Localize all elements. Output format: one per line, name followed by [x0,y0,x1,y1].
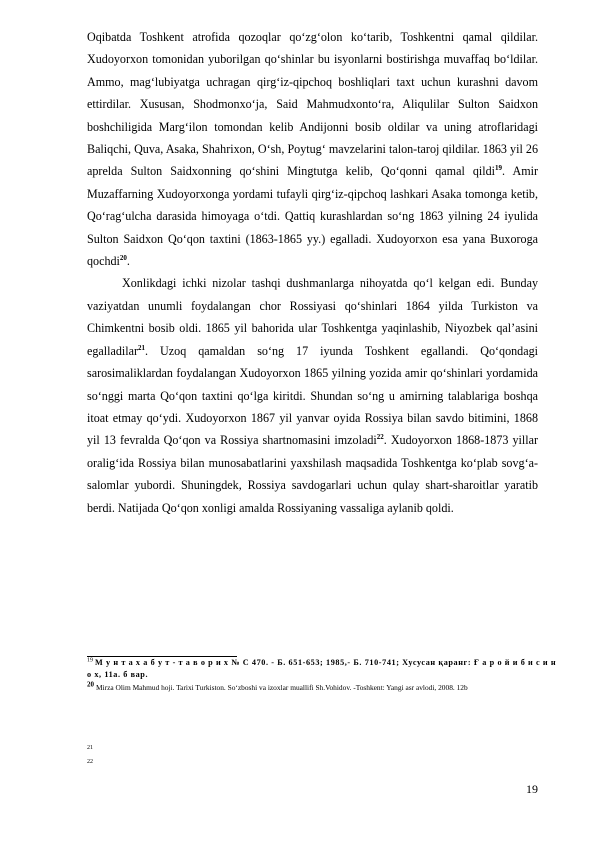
footnote-19-mark: 19 [87,657,93,664]
paragraph-2-text-c: . Xudoyorxon 1868-1873 yillar oralig‘ida Rossiya bilan munosabatlarini yaxshilash maqsadida Toshkentga ko‘plab sovg‘a-salomlar yubordi. Shuningdek, Rossiya savdogarlari uchun qulay shart-sharoitlar yaratib berdi. Natijada Qo‘qon xonligi amalda Rossiyaning vassaliga aylanib qoldi. [87,433,539,515]
paragraph-2-text-b: . Uzoq qamaldan so‘ng 17 iyunda Toshkent egallandi. Qo‘qondagi sarosimaliklardan foydalangan Xudoyorxon 1865 yilning yozida amir qo‘shinlari yordamida so‘nggi marta Qo‘qon taxtini qo‘lga kiritdi. Shundan so‘ng u amirning talablariga boshqa itoat etmay qo‘ydi. Xudoyorxon 1867 yil yanvar oyida Rossiya bilan savdo bitimini, 1868 yil 13 fevralda Qo‘qon va Rossiya shartnomasini imzoladi [87,343,538,448]
paragraph-2-text: Xonlikdagi ichki nizolar tashqi dushmanlarga nihoyatda qo‘l kelgan edi. Bunday vaziyatdan unumli foydalangan chor Rossiyasi qo‘shinlari 1864 yilda Turkiston va Chimkentni bosib oldi. 1865 yil bahorida ular Toshkentga yaqinlashib, Niyozbek qal’asini egalladilar [87,276,538,358]
footnote-22-mark: 22 [87,759,93,765]
page-number: 19 [526,782,538,796]
main-text [87,26,538,519]
footnote-19-text: М у н т а х а б у т - т а в о р и х № С 470. - Б. 651-653; 1985,- Б. 710-741; Хусусан қаранг: Ғ а р о й и б и с и н о х, 11а. б вар. [87,658,557,679]
footnote-22 [87,759,93,765]
paragraph-2 [87,272,538,518]
paragraph-1-text-b: . Amir Muzaffarning Xudoyorxonga yordami tufayli qirg‘iz-qipchoq lashkari Asaka tomonga ketib, Qo‘rag‘ulcha darasida himoyaga o‘tdi. Qattiq kurashlardan so‘ng 1863 yilning 24 iyulida Sulton Saidxon Qo‘qon taxtini (1863-1865 yy.) egalladi. Xudoyorxon esa yana Buxoroga qochdi [87,164,538,269]
footnote-ref-19: 19 [495,164,503,173]
footnote-19 [87,657,557,681]
footnote-20-text: Mirza Olim Mahmud hoji. Tarixi Turkiston. So‘zboshi va izoxlar muallifi Sh.Vohidov. -Toshkent: Yangi asr avlodi, 2008. 12b [96,683,468,692]
paragraph-1 [87,26,538,272]
paragraph-1-text: Oqibatda Toshkent atrofida qozoqlar qo‘zg‘olon ko‘tarib, Toshkentni qamal qildilar. Xudoyorxon tomonidan yuborilgan qo‘shinlar bu isyonlarni bostirishga muvaffaq bo‘ldilar. Ammo, mag‘lubiyatga uchragan qirg‘iz-qipchoq boshliqlari taxt uchun kurashni davom ettirdilar. Xususan, Shodmonxo‘ja, Said Mahmudxonto‘ra, Aliqulilar Sulton Saidxon boshchiligida Marg‘ilon tomondan kelib Andijonni bosib oldilar va uning atroflaridagi Baliqchi, Quva, Asaka, Shahrixon, O‘sh, Poytug‘ mavzelarini talon-taroj qildilar. 1863 yil 26 aprelda Sulton Saidxonning qo‘shini Mingtutga kelib, Qo‘qonni qamal qildi [87,30,538,179]
footnote-ref-21: 21 [138,343,146,352]
footnote-20 [87,682,557,694]
footnote-ref-22: 22 [376,433,384,442]
paragraph-1-text-c: . [126,254,130,269]
footnotes [87,657,557,694]
footnote-21-mark: 21 [87,745,93,751]
footnote-ref-20: 20 [119,254,127,263]
footnote-20-mark: 20 [87,680,94,689]
footnote-21 [87,745,93,751]
